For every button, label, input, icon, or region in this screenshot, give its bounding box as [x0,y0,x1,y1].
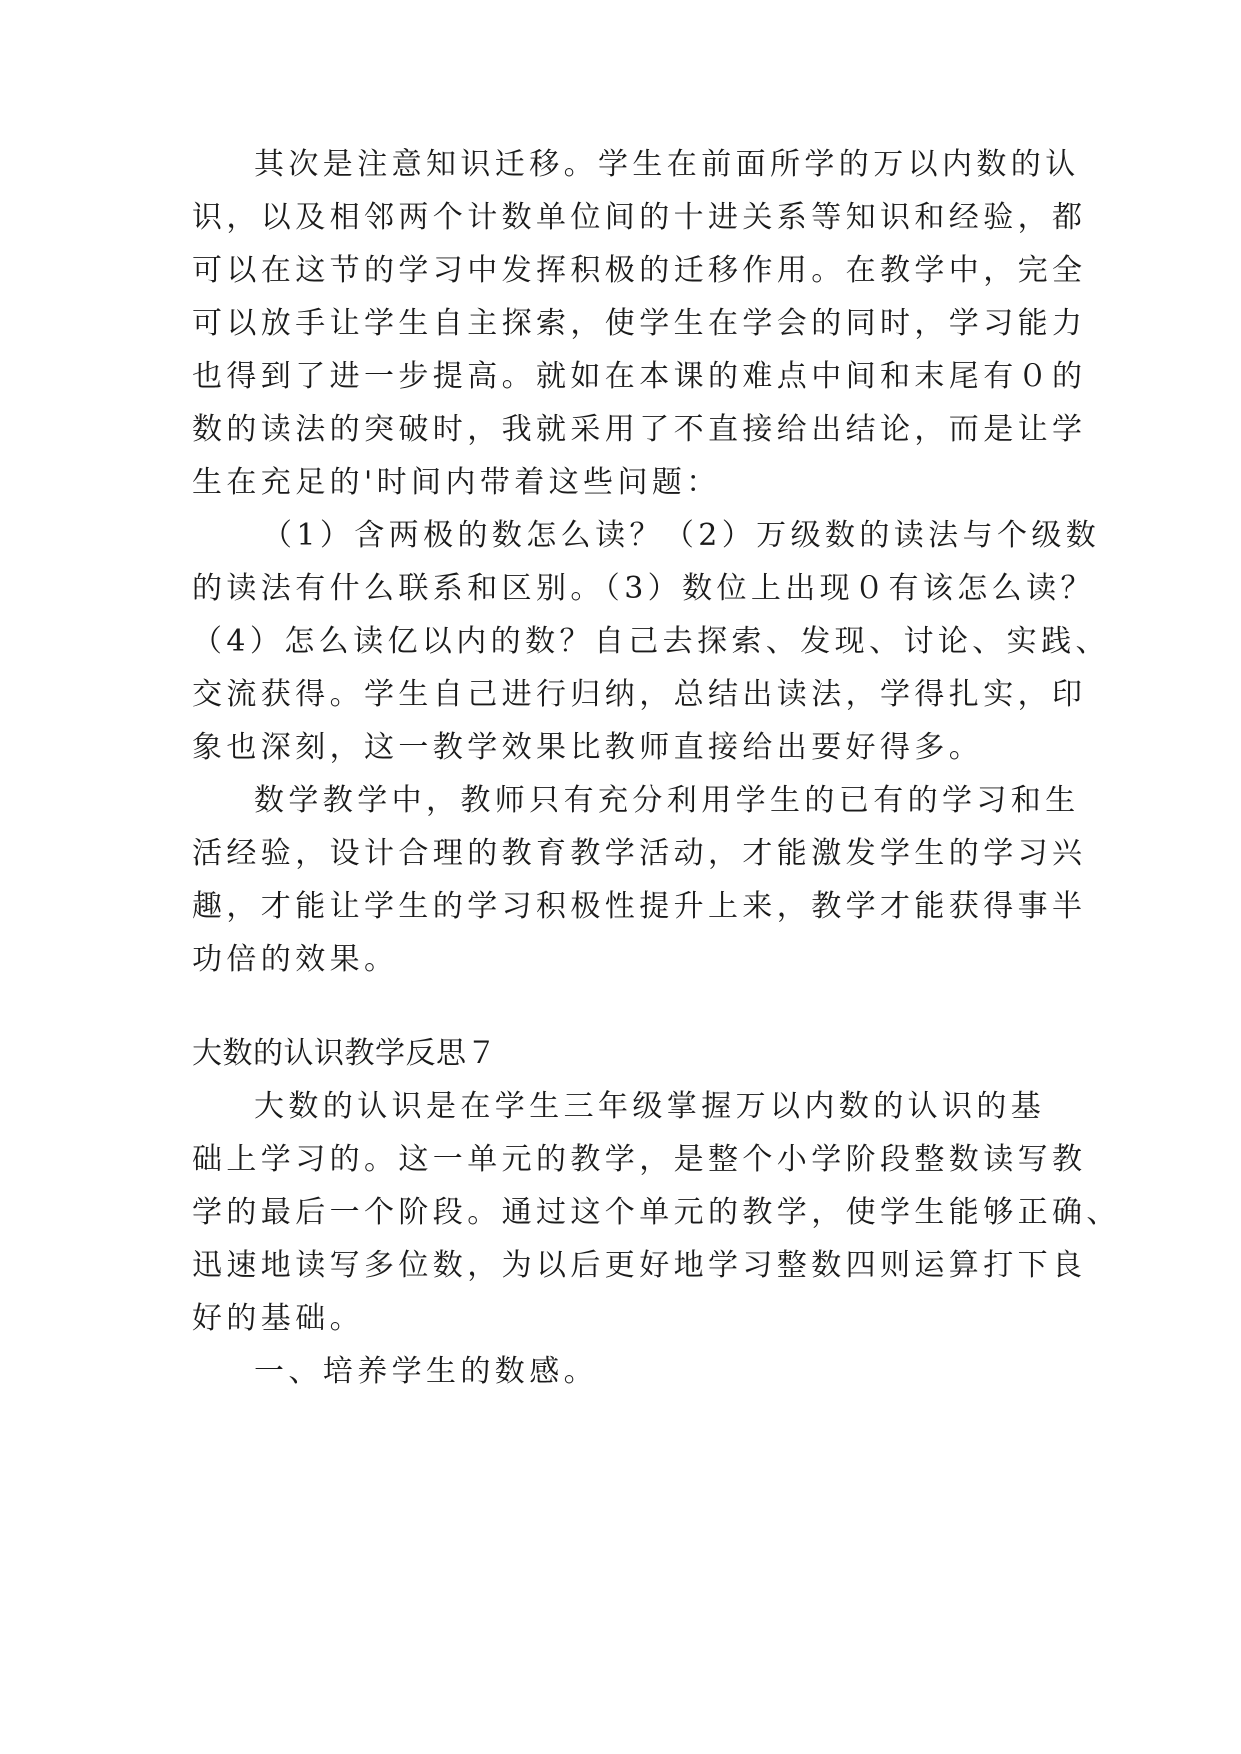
text-line: 数的读法的突破时，我就采用了不直接给出结论，而是让学 [192,412,1087,447]
text-line: 生在充足的'时间内带着这些问题： [192,465,721,500]
text-line: 数学教学中，教师只有充分利用学生的已有的学习和生 [254,783,1080,818]
text-line: 交流获得。学生自己进行归纳，总结出读法，学得扎实，印 [192,677,1087,712]
text-line: （1）含两极的数怎么读？（2）万级数的读法与个级数 [262,518,1101,553]
text-line: 的读法有什么联系和区别。（3）数位上出现０有该怎么读？ [192,571,1095,606]
text-line: 可以在这节的学习中发挥积极的迁移作用。在教学中，完全 [192,253,1087,288]
text-line: 趣，才能让学生的学习积极性提升上来，教学才能获得事半 [192,889,1087,924]
text-line: 学的最后一个阶段。通过这个单元的教学，使学生能够正确、 [192,1195,1121,1230]
text-line: 其次是注意知识迁移。学生在前面所学的万以内数的认 [254,147,1080,182]
text-line: 一、培养学生的数感。 [254,1354,598,1389]
text-line: 活经验，设计合理的教育教学活动，才能激发学生的学习兴 [192,836,1087,871]
text-line: 可以放手让学生自主探索，使学生在学会的同时，学习能力 [192,306,1087,341]
text-line: （4）怎么读亿以内的数？自己去探索、发现、讨论、实践、 [192,624,1110,659]
text-line: 功倍的效果。 [192,942,399,977]
text-line: 础上学习的。这一单元的教学，是整个小学阶段整数读写教 [192,1142,1087,1177]
text-line: 迅速地读写多位数，为以后更好地学习整数四则运算打下良 [192,1248,1087,1283]
section-heading: 大数的认识教学反思７ [192,1036,497,1071]
text-line: 好的基础。 [192,1301,364,1336]
text-line: 也得到了进一步提高。就如在本课的难点中间和末尾有０的 [192,359,1087,394]
text-line: 大数的认识是在学生三年级掌握万以内数的认识的基 [254,1089,1046,1124]
text-line: 象也深刻，这一教学效果比教师直接给出要好得多。 [192,730,984,765]
text-line: 识，以及相邻两个计数单位间的十进关系等知识和经验，都 [192,200,1087,235]
